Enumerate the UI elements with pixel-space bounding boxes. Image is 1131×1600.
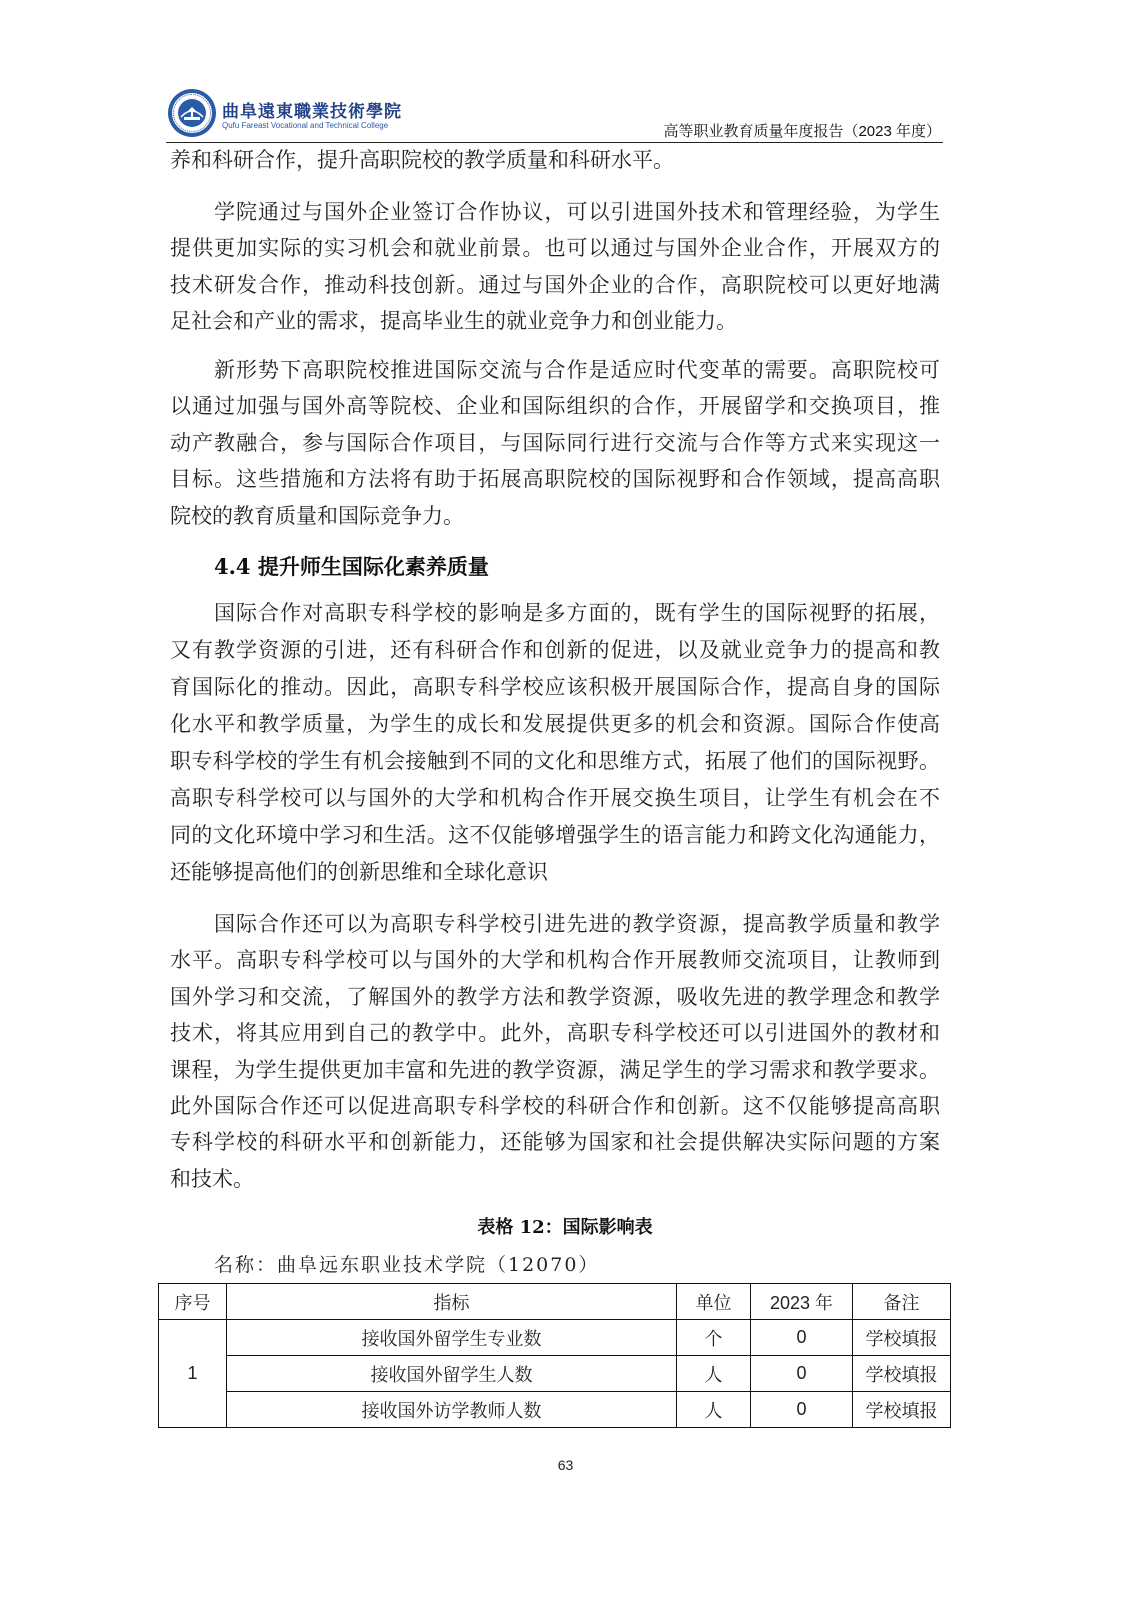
text-line: 国际合作还可以为高职专科学校引进先进的教学资源，提高教学质量和教学 <box>214 912 940 936</box>
table-row <box>159 1356 951 1392</box>
text-line: 技术研发合作，推动科技创新。通过与国外企业的合作，高职院校可以更好地满 <box>170 272 940 297</box>
table-row <box>159 1392 951 1428</box>
unit-cell: 人 <box>677 1356 751 1392</box>
text-line: 足社会和产业的需求，提高毕业生的就业竞争力和创业能力。 <box>170 309 737 334</box>
text-line: 动产教融合，参与国际合作项目，与国际同行进行交流与合作等方式来实现这一 <box>170 430 940 455</box>
text-line: 同的文化环境中学习和生活。这不仅能够增强学生的语言能力和跨文化沟通能力， <box>170 823 940 847</box>
text-line: 学院通过与国外企业签订合作协议，可以引进国外技术和管理经验，为学生 <box>214 200 940 224</box>
institution-name-line: 名称：曲阜远东职业技术学院（12070） <box>214 1254 600 1276</box>
row-group-index: 1 <box>159 1320 227 1428</box>
text-line: 又有教学资源的引进，还有科研合作和创新的促进，以及就业竞争力的提高和教 <box>170 638 940 662</box>
indicator-cell: 接收国外留学生人数 <box>227 1356 677 1392</box>
college-emblem-icon <box>167 88 217 138</box>
header-index: 序号 <box>159 1284 227 1320</box>
text-line: 国际合作对高职专科学校的影响是多方面的，既有学生的国际视野的拓展， <box>214 601 940 625</box>
value-cell: 0 <box>751 1320 853 1356</box>
unit-cell: 人 <box>677 1392 751 1428</box>
report-title: 高等职业教育质量年度报告（2023 年度） <box>663 123 941 140</box>
page-number: 63 <box>557 1457 574 1473</box>
section-heading: 4.4 提升师生国际化素养质量 <box>214 554 489 579</box>
text-line: 化水平和教学质量，为学生的成长和发展提供更多的机会和资源。国际合作使高 <box>170 712 940 736</box>
text-line: 国外学习和交流，了解国外的教学方法和教学资源，吸收先进的教学理念和教学 <box>170 984 940 1009</box>
header-indicator: 指标 <box>227 1284 677 1320</box>
unit-cell: 个 <box>677 1320 751 1356</box>
value-cell: 0 <box>751 1392 853 1428</box>
text-line: 目标。这些措施和方法将有助于拓展高职院校的国际视野和合作领域，提高高职 <box>170 467 940 492</box>
table-caption: 表格 12：国际影响表 <box>477 1217 653 1238</box>
table-row <box>159 1320 951 1356</box>
college-name-chinese: 曲阜遠東職業技術學院 <box>222 102 402 122</box>
paragraph-foreign-enterprise <box>170 194 940 340</box>
text-line: 还能够提高他们的创新思维和全球化意识 <box>170 860 548 884</box>
header-unit: 单位 <box>677 1284 751 1320</box>
college-name-english: Qufu Fareast Vocational and Technical College <box>222 121 389 130</box>
remark-cell: 学校填报 <box>853 1392 951 1428</box>
header-year: 2023 年 <box>751 1284 853 1320</box>
international-impact-table <box>158 1283 951 1428</box>
table-header-row <box>159 1284 951 1320</box>
text-line: 新形势下高职院校推进国际交流与合作是适应时代变革的需要。高职院校可 <box>214 358 940 382</box>
text-line: 养和科研合作，提升高职院校的教学质量和科研水平。 <box>170 148 674 172</box>
text-line: 提供更加实际的实习机会和就业前景。也可以通过与国外企业合作，开展双方的 <box>170 236 940 261</box>
paragraph-cooperation-impact <box>170 595 940 891</box>
text-line: 此外国际合作还可以促进高职专科学校的科研合作和创新。这不仅能够提高高职 <box>170 1093 940 1118</box>
remark-cell: 学校填报 <box>853 1356 951 1392</box>
text-line: 院校的教育质量和国际竞争力。 <box>170 503 464 528</box>
paragraph-continuation <box>170 142 940 178</box>
text-line: 育国际化的推动。因此，高职专科学校应该积极开展国际合作，提高自身的国际 <box>170 675 940 699</box>
text-line: 以通过加强与国外高等院校、企业和国际组织的合作，开展留学和交换项目，推 <box>170 394 940 419</box>
paragraph-teaching-resources <box>170 906 940 1197</box>
text-line: 课程，为学生提供更加丰富和先进的教学资源，满足学生的学习需求和教学要求。 <box>170 1057 940 1082</box>
text-line: 技术，将其应用到自己的教学中。此外，高职专科学校还可以引进国外的教材和 <box>170 1021 940 1046</box>
value-cell: 0 <box>751 1356 853 1392</box>
text-line: 职专科学校的学生有机会接触到不同的文化和思维方式，拓展了他们的国际视野。 <box>170 749 940 773</box>
header-remark: 备注 <box>853 1284 951 1320</box>
text-line: 专科学校的科研水平和创新能力，还能够为国家和社会提供解决实际问题的方案 <box>170 1130 940 1155</box>
indicator-cell: 接收国外留学生专业数 <box>227 1320 677 1356</box>
remark-cell: 学校填报 <box>853 1320 951 1356</box>
text-line: 和技术。 <box>170 1166 254 1191</box>
paragraph-new-situation <box>170 352 940 534</box>
text-line: 高职专科学校可以与国外的大学和机构合作开展交换生项目，让学生有机会在不 <box>170 786 940 810</box>
indicator-cell: 接收国外访学教师人数 <box>227 1392 677 1428</box>
text-line: 水平。高职专科学校可以与国外的大学和机构合作开展教师交流项目，让教师到 <box>170 948 940 973</box>
